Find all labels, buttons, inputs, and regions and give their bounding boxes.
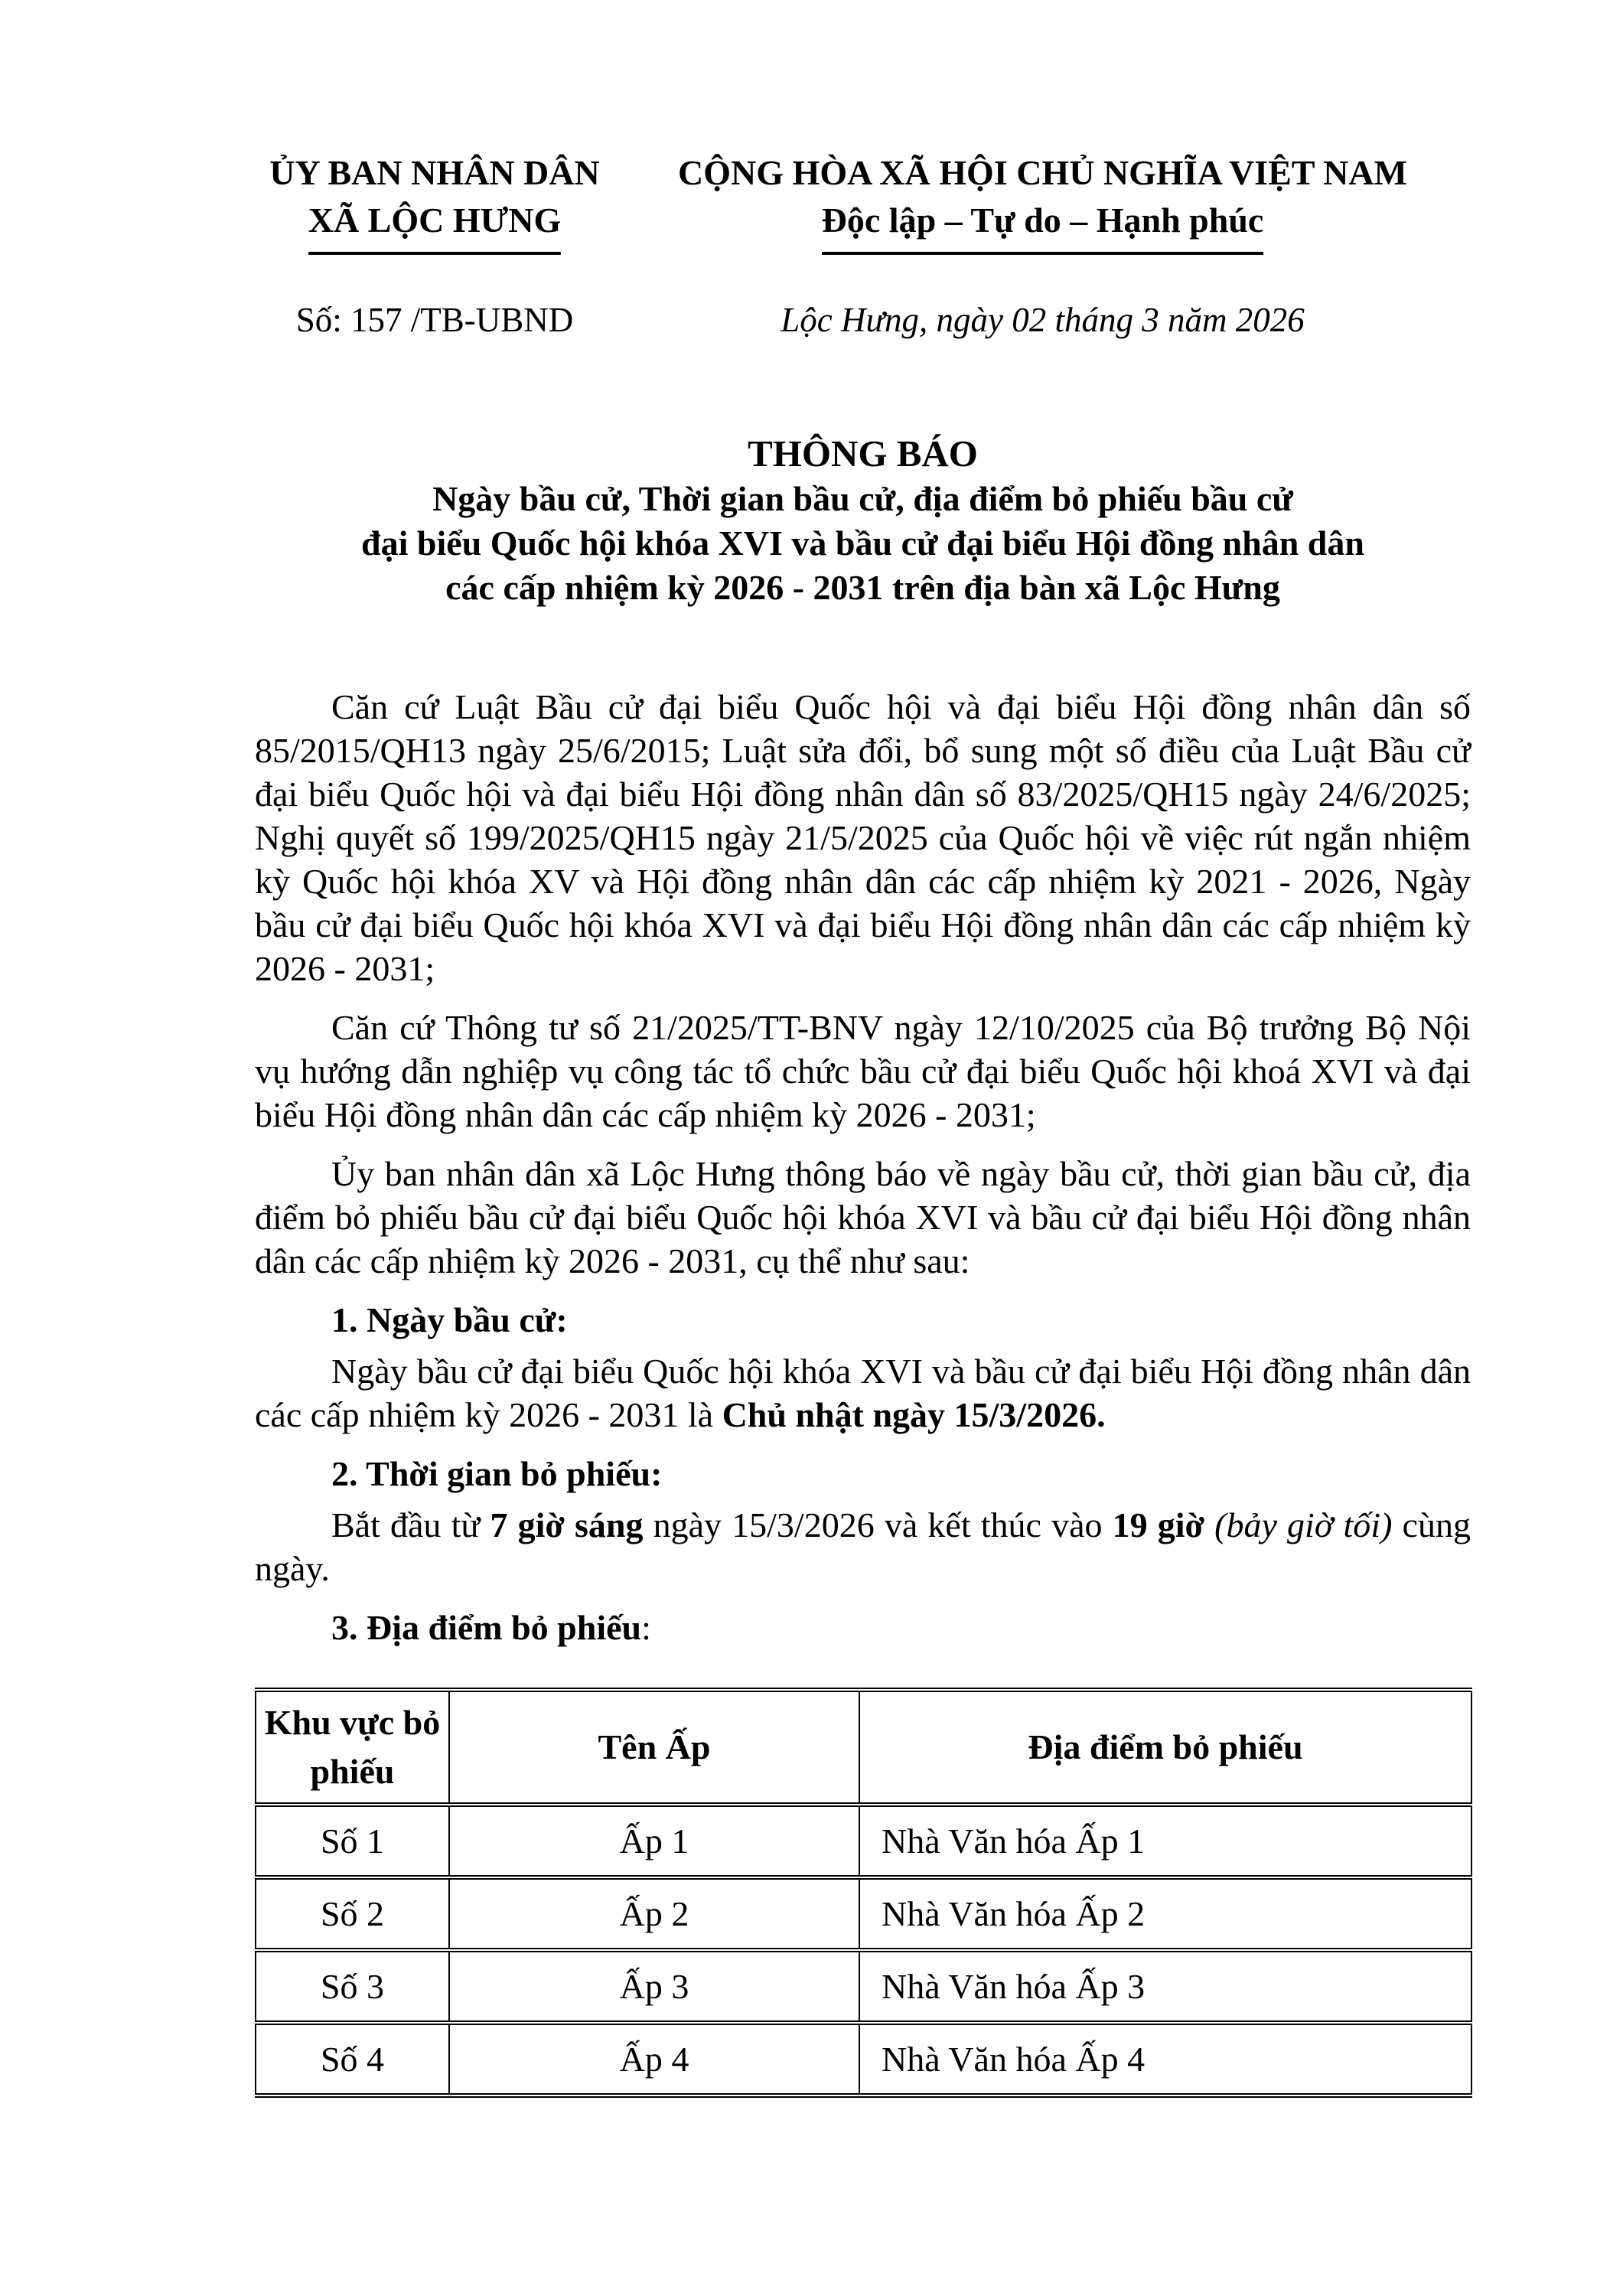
issuing-org-line1: ỦY BAN NHÂN DÂN [269,153,600,192]
hamlet-cell: Ấp 1 [449,1805,859,1877]
legal-basis-paragraph-1: Căn cứ Luật Bầu cử đại biểu Quốc hội và đại biểu Hội đồng nhân dân số 85/2015/QH13 ngày 25/6/2015; Luật sửa đổi, bổ sung một số điều của Luật Bầu cử đại biểu Quốc hội và đại biểu Hội đồng nhân dân số 83/2025/QH15 ngày 24/6/2025; Nghị quyết số 199/2025/QH15 ngày 21/5/2025 của Quốc hội về việc rút ngắn nhiệm kỳ Quốc hội khóa XV và Hội đồng nhân dân các cấp nhiệm kỳ 2021 - 2026, Ngày bầu cử đại biểu Quốc hội khóa XVI và đại biểu Hội đồng nhân dân các cấp nhiệm kỳ 2026 - 2031; [255,687,1471,988]
section-3-heading: 3. Địa điểm bỏ phiếu: [331,1608,651,1647]
voting-end-time-note: (bảy giờ tối) [1204,1505,1393,1544]
voting-time-text-2: ngày 15/3/2026 và kết thúc vào [643,1505,1113,1544]
polling-places-table [255,1688,1472,2098]
section-1-heading: 1. Ngày bầu cử: [331,1300,568,1339]
location-cell: Nhà Văn hóa Ấp 3 [859,1950,1471,2023]
section-2-heading: 2. Thời gian bỏ phiếu: [331,1454,663,1493]
table-row [256,1805,1471,1877]
hamlet-cell: Ấp 4 [449,2023,859,2095]
announcement-paragraph: Ủy ban nhân dân xã Lộc Hưng thông báo về ngày bầu cử, thời gian bầu cử, địa điểm bỏ phiếu bầu cử đại biểu Quốc hội khóa XVI và bầu cử đại biểu Hội đồng nhân dân các cấp nhiệm kỳ 2026 - 2031, cụ thể như sau: [255,1154,1471,1280]
column-header-location: Địa điểm bỏ phiếu [859,1690,1471,1805]
title-subtitle-line2: đại biểu Quốc hội khóa XVI và bầu cử đại biểu Hội đồng nhân dân [361,523,1364,563]
national-header-block [614,149,1471,255]
election-day-text: Ngày bầu cử đại biểu Quốc hội khóa XVI và bầu cử đại biểu Hội đồng nhân dân các cấp nhiệm kỳ 2026 - 2031 là [255,1352,1471,1434]
title-subtitle-line1: Ngày bầu cử, Thời gian bầu cử, địa điểm bỏ phiếu bầu cử [432,479,1293,518]
voting-time-text-3: cùng ngày. [255,1505,1471,1588]
document-number: Số: 157 /TB-UBND [295,301,574,339]
section-1-paragraph [255,1349,1471,1437]
area-cell: Số 3 [256,1950,449,2023]
national-motto-line2: Độc lập – Tự do – Hạnh phúc [822,197,1264,255]
legal-basis-paragraph-2: Căn cứ Thông tư số 21/2025/TT-BNV ngày 12/10/2025 của Bộ trưởng Bộ Nội vụ hướng dẫn nghiệp vụ công tác tổ chức bầu cử đại biểu Quốc hội khoá XVI và đại biểu Hội đồng nhân dân các cấp nhiệm kỳ 2026 - 2031; [255,1008,1471,1134]
location-cell: Nhà Văn hóa Ấp 4 [859,2023,1471,2095]
table-row [256,2023,1471,2095]
column-header-hamlet: Tên Ấp [449,1690,859,1805]
place-and-date: Lộc Hưng, ngày 02 tháng 3 năm 2026 [781,301,1305,339]
section-2-paragraph [255,1503,1471,1590]
table-header-row [256,1690,1471,1805]
area-cell: Số 4 [256,2023,449,2095]
issuing-org-line2: XÃ LỘC HƯNG [308,197,562,255]
hamlet-cell: Ấp 3 [449,1950,859,2023]
voting-start-time: 7 giờ sáng [490,1505,644,1544]
title-block [255,431,1471,610]
document-title: THÔNG BÁO [748,432,978,475]
voting-end-time: 19 giờ [1112,1505,1205,1544]
hamlet-cell: Ấp 2 [449,1877,859,1950]
column-header-area: Khu vực bỏ phiếu [256,1690,449,1805]
location-cell: Nhà Văn hóa Ấp 2 [859,1877,1471,1950]
table-row [256,1950,1471,2023]
title-subtitle-line3: các cấp nhiệm kỳ 2026 - 2031 trên địa bàn xã Lộc Hưng [445,568,1280,607]
area-cell: Số 2 [256,1877,449,1950]
national-motto-line1: CỘNG HÒA XÃ HỘI CHỦ NGHĨA VIỆT NAM [678,153,1407,192]
table-row [256,1877,1471,1950]
document-header [255,149,1471,255]
voting-time-text-1: Bắt đầu từ [331,1505,490,1544]
election-day-value: Chủ nhật ngày 15/3/2026. [722,1395,1106,1434]
document-body [255,685,1471,2098]
number-date-row [255,298,1471,342]
area-cell: Số 1 [256,1805,449,1877]
location-cell: Nhà Văn hóa Ấp 1 [859,1805,1471,1877]
issuing-org-block [255,149,614,255]
